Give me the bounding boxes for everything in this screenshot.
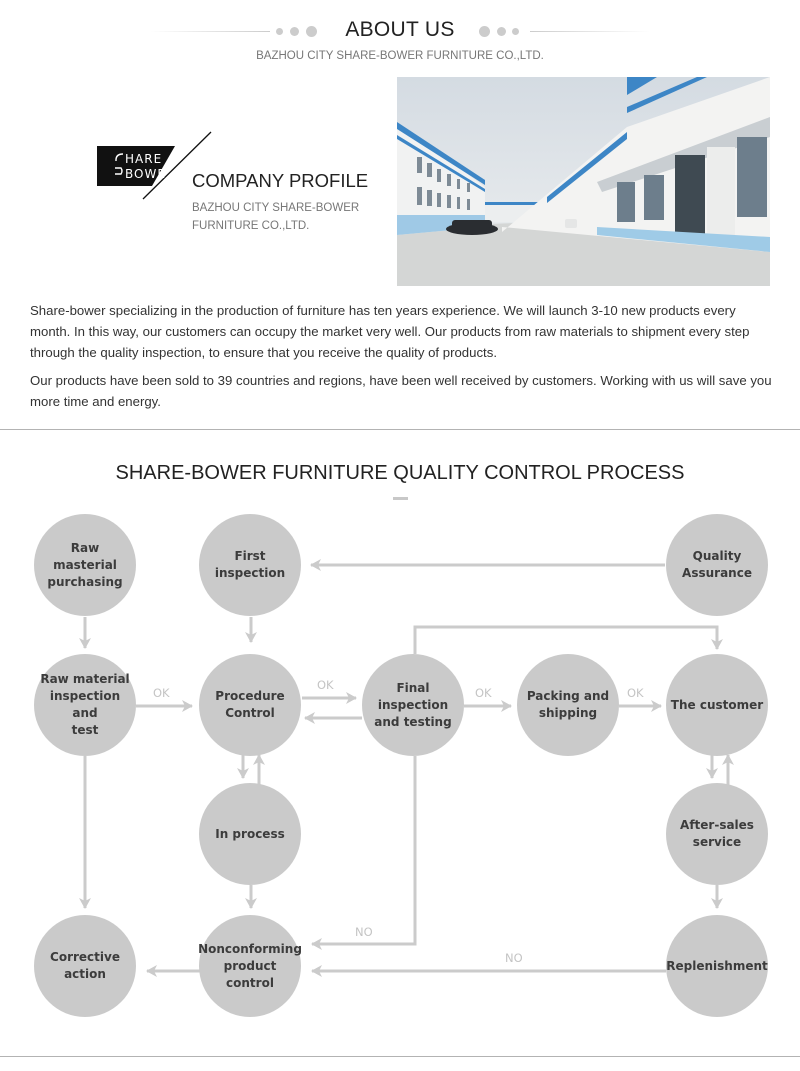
edge-label-ok: OK bbox=[317, 678, 334, 692]
about-paragraph-2: Our products have been sold to 39 countries and regions, have been well received by customers. Working with us will save you more time and energy. bbox=[30, 373, 772, 409]
about-paragraph-1: Share-bower specializing in the production of furniture has ten years experience. We will launch 3-10 new products every month. In this way, our customers can occupy the market very well. Our products from raw materials to shipment every step through the quality inspection, to ensure that you receive the quality of products. bbox=[30, 303, 750, 360]
edge-label-ok: OK bbox=[627, 686, 644, 700]
edge-label-no: NO bbox=[505, 951, 523, 965]
arrow-final-to-customer-top bbox=[415, 627, 717, 654]
about-subtitle: BAZHOU CITY SHARE-BOWER FURNITURE CO.,LTD. bbox=[256, 50, 544, 62]
node-label: Nonconforming product control bbox=[198, 941, 302, 990]
node-label: Replenishment bbox=[666, 958, 768, 973]
node-raw-material-purchasing bbox=[34, 514, 136, 616]
logo-text-line2: BOWE bbox=[125, 167, 166, 181]
node-label: Packing and shipping bbox=[526, 689, 610, 720]
node-label: After-sales service bbox=[680, 818, 754, 849]
logo-text-line1: HARE bbox=[125, 152, 163, 166]
node-replenishment bbox=[666, 915, 768, 1017]
node-raw-material-inspection bbox=[34, 654, 136, 756]
bottom-divider bbox=[0, 1056, 800, 1057]
edge-label-ok: OK bbox=[153, 686, 170, 700]
node-label: Raw masterial purchasing bbox=[47, 540, 123, 589]
node-label: Procedure Control bbox=[215, 689, 285, 720]
node-in-process bbox=[199, 783, 301, 885]
node-the-customer bbox=[666, 654, 768, 756]
qc-section-title: SHARE-BOWER FURNITURE QUALITY CONTROL PROCESS bbox=[115, 462, 685, 484]
node-quality-assurance bbox=[666, 514, 768, 616]
node-label: Final inspection and testing bbox=[374, 680, 452, 729]
node-corrective-action bbox=[34, 915, 136, 1017]
company-profile-subtitle-line2: FURNITURE CO.,LTD. bbox=[192, 220, 310, 232]
node-label: Corrective action bbox=[50, 950, 120, 981]
edge-label-no: NO bbox=[355, 925, 373, 939]
node-nonconforming-product-control bbox=[199, 915, 301, 1017]
node-label: In process bbox=[215, 826, 285, 841]
company-profile-title: COMPANY PROFILE bbox=[192, 170, 369, 191]
node-final-inspection bbox=[362, 654, 464, 756]
node-label: The customer bbox=[670, 697, 764, 712]
about-title: ABOUT US bbox=[345, 18, 455, 41]
node-label: Quality Assurance bbox=[682, 549, 752, 580]
node-after-sales-service bbox=[666, 783, 768, 885]
node-first-inspection bbox=[199, 514, 301, 616]
node-packing-shipping bbox=[517, 654, 619, 756]
node-procedure-control bbox=[199, 654, 301, 756]
company-profile-subtitle-line1: BAZHOU CITY SHARE-BOWER bbox=[192, 202, 360, 214]
node-label: First inspection bbox=[214, 549, 286, 580]
arrow-final-to-nonconforming bbox=[312, 756, 415, 944]
edge-label-ok: OK bbox=[475, 686, 492, 700]
node-label: Raw material inspection and test bbox=[40, 672, 130, 737]
